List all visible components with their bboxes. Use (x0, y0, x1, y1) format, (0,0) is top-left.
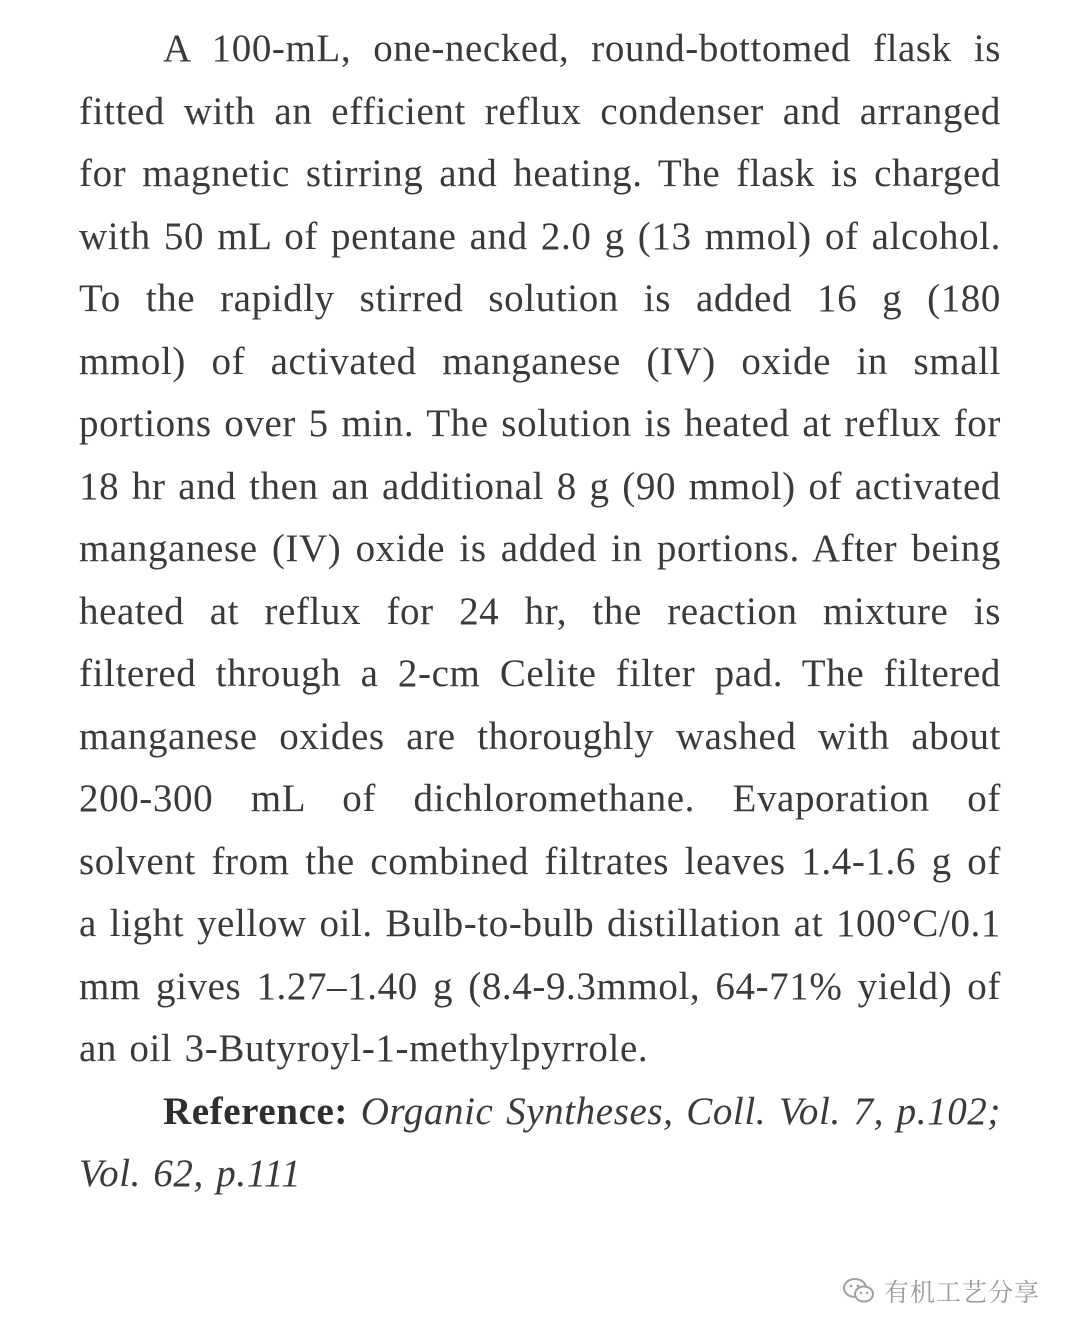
wechat-icon (842, 1276, 876, 1306)
watermark (838, 1266, 1044, 1316)
watermark-text: 有机工艺分享 (884, 1278, 1041, 1307)
reference-label: Reference: (163, 1089, 348, 1133)
reference-line (79, 1081, 1001, 1206)
procedure-paragraph: A 100-mL, one-necked, round-bottomed flask is fitted with an efficient reflux condenser and arranged for magnetic stirring and heating. The flask is charged with 50 mL of pentane and 2.0 g (13 mmol) of alcohol. To the rapidly stirred solution is added 16 g (180 mmol) of activated manganese (IV) oxide in small portions over 5 min. The solution is heated at reflux for 18 hr and then an additional 8 g (90 mmol) of activated manganese (IV) oxide is added in portions. After being heated at reflux for 24 hr, the reaction mixture is filtered through a 2-cm Celite filter pad. The filtered manganese oxides are thoroughly washed with about 200-300 mL of dichloromethane. Evaporation of solvent from the combined filtrates leaves 1.4-1.6 g of a light yellow oil. Bulb-to-bulb distillation at 100°C/0.1 mm gives 1.27–1.40 g (8.4-9.3mmol, 64-71% yield) of an oil 3-Butyroyl-1-methylpyrrole. (79, 27, 1001, 1070)
document-body (79, 18, 1001, 1206)
reference-citation: Organic Syntheses, Coll. Vol. 7, p.102; Vol. 62, p.111 (79, 1089, 1001, 1195)
